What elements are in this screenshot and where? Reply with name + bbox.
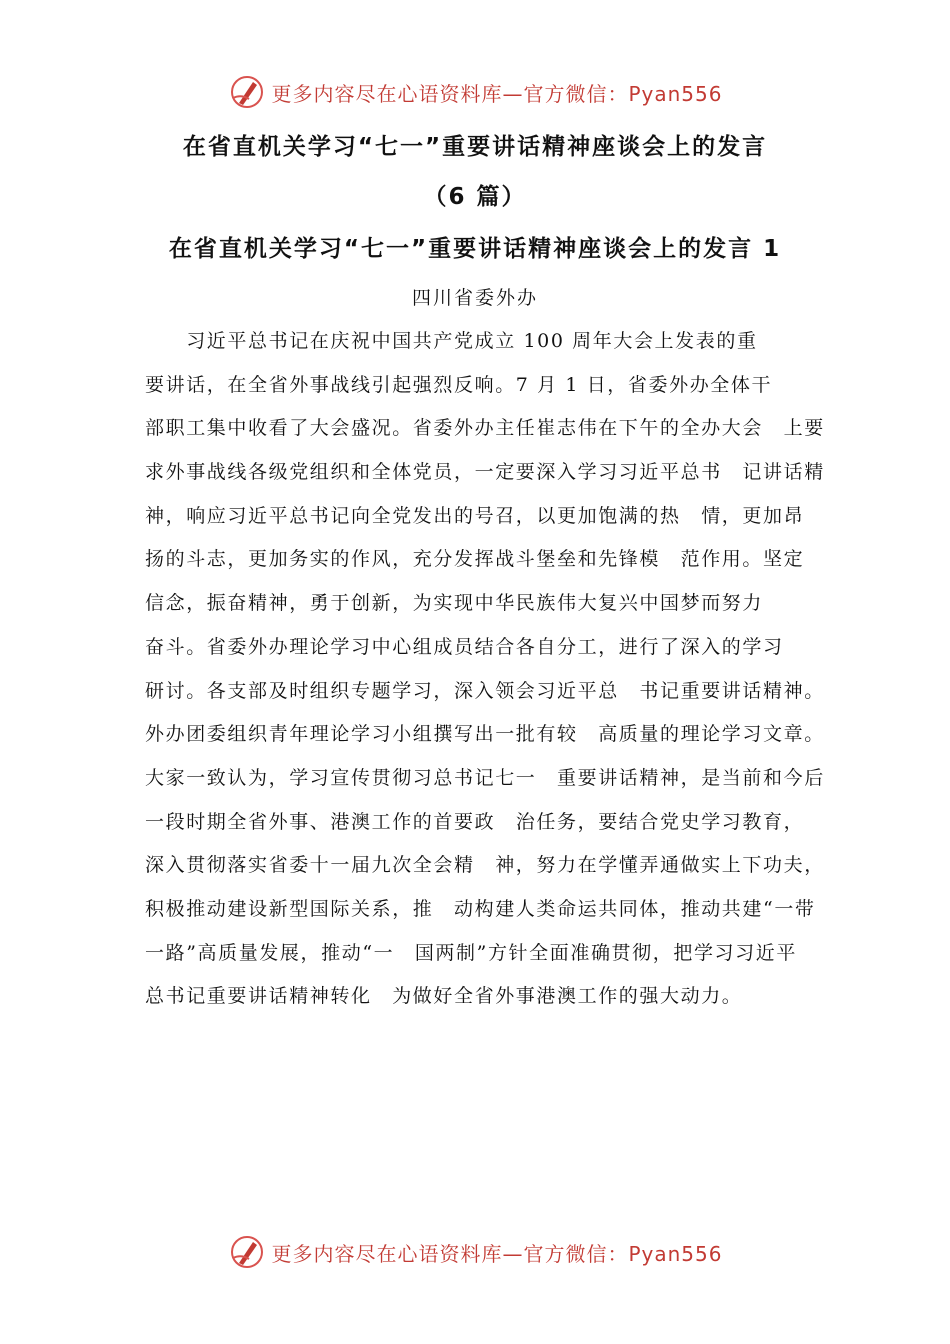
body-line: 一段时期全省外事、港澳工作的首要政 治任务，要结合党史学习教育， xyxy=(145,810,805,833)
author-line: 四川省委外办 xyxy=(411,287,538,309)
document-title-count: （6 篇） xyxy=(423,184,527,210)
body-line: 要讲话，在全省外事战线引起强烈反响。7 月 1 日，省委外办全体干 xyxy=(145,373,773,396)
body-line: 信念，振奋精神，勇于创新，为实现中华民族伟大复兴中国梦而努力 xyxy=(145,592,764,615)
body-line: 求外事战线各级党组织和全体党员，一定要深入学习习近平总书 记讲话精 xyxy=(145,461,825,484)
footer-watermark-banner xyxy=(0,1230,950,1274)
body-line: 外办团委组织青年理论学习小组撰写出一批有较 高质量的理论学习文章。 xyxy=(145,723,825,746)
section-title: 在省直机关学习“七一”重要讲话精神座谈会上的发言 1 xyxy=(168,236,782,262)
body-line: 大家一致认为，学习宣传贯彻习总书记七一 重要讲话精神，是当前和今后 xyxy=(145,766,825,789)
body-paragraph xyxy=(145,325,825,1024)
header-watermark-banner xyxy=(0,70,950,114)
body-line: 总书记重要讲话精神转化 为做好全省外事港澳工作的强大动力。 xyxy=(145,985,743,1008)
watermark-text: 更多内容尽在心语资料库—官方微信：Pyan556 xyxy=(271,81,723,106)
body-line: 习近平总书记在庆祝中国共产党成立 100 周年大会上发表的重 xyxy=(145,330,758,352)
body-line: 深入贯彻落实省委十一届九次全会精 神，努力在学懂弄通做实上下功夫， xyxy=(145,854,825,877)
body-line: 神，响应习近平总书记向全党发出的号召，以更加饱满的热 情，更加昂 xyxy=(145,504,805,527)
body-line: 积极推动建设新型国际关系，推 动构建人类命运共同体，推动共建“一带 xyxy=(145,897,816,920)
watermark-text: 更多内容尽在心语资料库—官方微信：Pyan556 xyxy=(271,1241,723,1266)
document-title: 在省直机关学习“七一”重要讲话精神座谈会上的发言 xyxy=(182,134,768,160)
body-line: 奋斗。省委外办理论学习中心组成员结合各自分工，进行了深入的学习 xyxy=(145,635,784,658)
body-line: 部职工集中收看了大会盛况。省委外办主任崔志伟在下午的全办大会 上要 xyxy=(145,417,825,440)
pen-nib-logo-icon xyxy=(227,72,267,112)
body-line: 扬的斗志，更加务实的作风，充分发挥战斗堡垒和先锋模 范作用。坚定 xyxy=(145,548,805,571)
body-line: 研讨。各支部及时组织专题学习，深入领会习近平总 书记重要讲话精神。 xyxy=(145,679,825,702)
body-line: 一路”高质量发展，推动“一 国两制”方针全面准确贯彻，把学习习近平 xyxy=(145,941,797,964)
pen-nib-logo-icon xyxy=(227,1232,267,1272)
